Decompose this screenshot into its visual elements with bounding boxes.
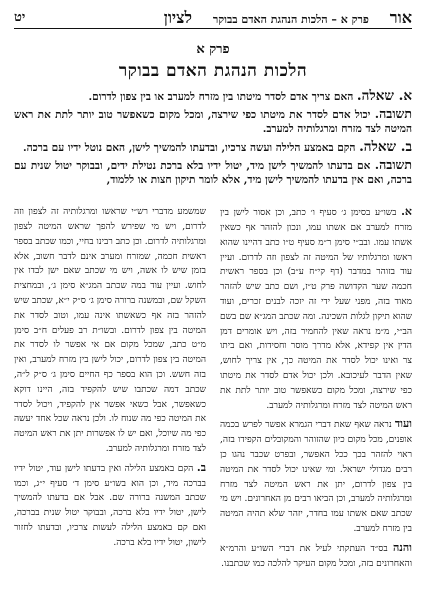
question-2-text: הקם באמצע הלילה ועשה צרכיו, ובדעתו להמשיך לישן, האם נוטל ידיו עם ברכה. bbox=[22, 141, 360, 154]
page-number: יט bbox=[14, 10, 26, 25]
commentary-right-p1-mark: א. bbox=[401, 205, 412, 219]
running-title-end: לציון bbox=[163, 8, 192, 27]
question-1-text: האם צריך אדם לסדר מיטתו בין מזרח למערב או בין צפון לדרום. bbox=[88, 91, 357, 103]
commentary-column-left bbox=[14, 205, 206, 595]
commentary-right-p2 bbox=[220, 417, 412, 536]
commentary-right-p2-text: נראה שאף שאת דברי הגמרא אפשר לפרש בכמה אופנים, מכל מקום כיון שהזוהר והמקובלים הקפידו בזה, ראוי להזהר בכך ככל האפשר, ובפרט שכבר נהגו כן רבים מגדולי ישראל. ומי שאינו יכול לסדר את המיטה בין צפון לדרום, יתן את ראש המיטה לצד מזרח ומרגלותיה למערב, וכן הביאו רבים מן האחרונים. ויש מי שכתב שאם אשתו עמו בחדר, יזהר שלא תהיה המיטה בין מזרח למערב. bbox=[220, 420, 412, 534]
question-2-mark: ב. שאלה. bbox=[359, 138, 412, 155]
chapter-label: פרק א bbox=[196, 42, 230, 57]
commentary-left-p2 bbox=[14, 461, 206, 551]
commentary-right-p3 bbox=[220, 541, 412, 572]
commentary-column-right bbox=[220, 205, 412, 595]
header-rule bbox=[14, 28, 412, 29]
commentary-left-p2-mark: ב. bbox=[196, 460, 206, 474]
running-title-chapter: פרק א – הלכות הנהגת האדם בבוקר bbox=[212, 13, 369, 26]
answer-1 bbox=[14, 107, 412, 136]
answer-2 bbox=[14, 158, 412, 187]
running-title-start: אור bbox=[389, 8, 412, 27]
commentary-right-p1-text: בשו״ע בסימן ג׳ סעיף ו׳ כתב, וכן אסור לישן בין מזרח למערב אם אשתו עמו, ונכון להזהר אף כשאין אשתו עמו. ובב״י סימן ר״מ סעיף ט״ו כתב דהיינו שהוא ראשו ומרגלותיו של המיטה זה לצפון וזה לדרום. ועיין עוד בזוהר במדבר (דף קי״ח ע״ב) וכן בספר ראשית חכמה שער הקדושה פרק ט״ז, ושם כתב שיש להזהר מאוד בזה, מפני שעל ידי זה יזכה לבנים זכרים, ועוד שהוא תיקון לגלות השכינה. ומה שכתב המג״א שם בשם הב״י, מ״מ נראה שאין להחמיר בזה, ויש אומרים דמן הדין אין קפידא, אלא מדרך מוסר וחסידות, ואם ביתו צר ואינו יכול לסדר את המיטה כך, אין צריך לחוש, שאין הדבר לעיכובא. ולכן יכול אדם לסדר את מיטתו כפי שירצה, ומכל מקום כשאפשר טוב יותר לתת את ראש המיטה לצד מזרח ומרגלותיה למערב. bbox=[220, 208, 412, 411]
answer-1-text: יכול אדם לסדר את מיטתו כפי שירצה, ומכל מקום כשאפשר טוב יותר לתת את ראש המיטה לצד מזרח ומרגלותיה למערב. bbox=[14, 109, 412, 136]
main-title: הלכות הנהגת האדם בבוקר bbox=[118, 61, 308, 81]
running-header bbox=[14, 6, 412, 28]
answer-1-mark: תשובה. bbox=[374, 106, 412, 122]
commentary-left-p2-text: הקם באמצע הלילה ואין בדעתו לישן עוד, יטול ידיו בברכה מיד, וכן הוא בשו״ע סימן ד׳ סעיף י״ג, וכמו שכתב המשנה ברורה שם. אבל אם בדעתו להמשיך לישן, יטול ידיו בלא ברכה, ובבוקר יטול שנית בברכה, ואם קם באמצע הלילה לעשות צרכיו, ובדעתו לחזור לישון, יטול ידיו בלא ברכה. bbox=[14, 463, 206, 548]
intro-section bbox=[14, 89, 412, 187]
running-title bbox=[164, 8, 412, 28]
commentary-right-p1 bbox=[220, 205, 412, 413]
commentary-right-p2-mark: ועוד bbox=[394, 417, 412, 431]
question-2 bbox=[14, 140, 412, 155]
answer-2-mark: תשובה. bbox=[374, 156, 412, 172]
commentary-right-p3-mark: והנה bbox=[392, 540, 412, 554]
answer-2-text: אם בדעתו להמשיך לישן מיד, יטול ידיו בלא ברכת נטילת ידים, ובבוקר יטול שנית עם ברכה, ואם אין בדעתו להמשיך לישן מיד, אלא לומר תיקון חצות או ללמוד, bbox=[14, 159, 412, 187]
question-1-mark: א. שאלה. bbox=[356, 88, 412, 104]
commentary-left-p1 bbox=[14, 205, 206, 457]
commentary-right-p3-text: בס״ד העתקתי לעיל את דברי השו״ע והרמ״א והאחרונים בזה, ומכל מקום העיקר להלכה כמו שכתבנו. bbox=[220, 543, 412, 569]
question-1 bbox=[14, 89, 412, 104]
commentary-left-p1-text: שמשמע מדברי רש״י שראשו ומרגלותיה זה לצפון וזה לדרום, ויש מי שפירש להפך שראש המיטה לצפון ומרגלותיה לדרום. וכן כתב רבינו בחיי, וכמו שכתב בספר ראשית חכמה, שמזרח ומערב אינם לדבר חשוב, אלא בזמן שיש לו אשה, ויש מי שכתב שאם ישן לבדו אין לחוש. ועיין עוד במה שכתב המג״א סימן ג׳, ובמחצית השקל שם, ובמשנה ברורה סימן ג׳ ס״ק י״א, שכתב שיש להזהר בזה אף כשאשתו אינה עמו, וטוב לסדר את המיטה בין צפון לדרום. ובשו״ת רב פעלים ח״ב סימן מ״ט כתב, שמכל מקום אם אי אפשר לו לסדר את המיטה בין צפון לדרום, יכול לישן בין מזרח למערב, ואין בזה חשש. וכן הוא בספר כף החיים סימן ג׳ ס״ק ל״ה, שכתב דמה שכתבו שיש להקפיד בזה, היינו דוקא כשאפשר, אבל כשאי אפשר אין להקפיד, ויכול לסדר את המיטה כפי מה שנוח לו. ולכן נראה שכל אחד יעשה כפי מה שיוכל, ואם יש לו אפשרות יתן את ראש המיטה לצד מזרח ומרגלותיה למערב. bbox=[14, 207, 206, 454]
commentary-columns bbox=[14, 205, 412, 595]
